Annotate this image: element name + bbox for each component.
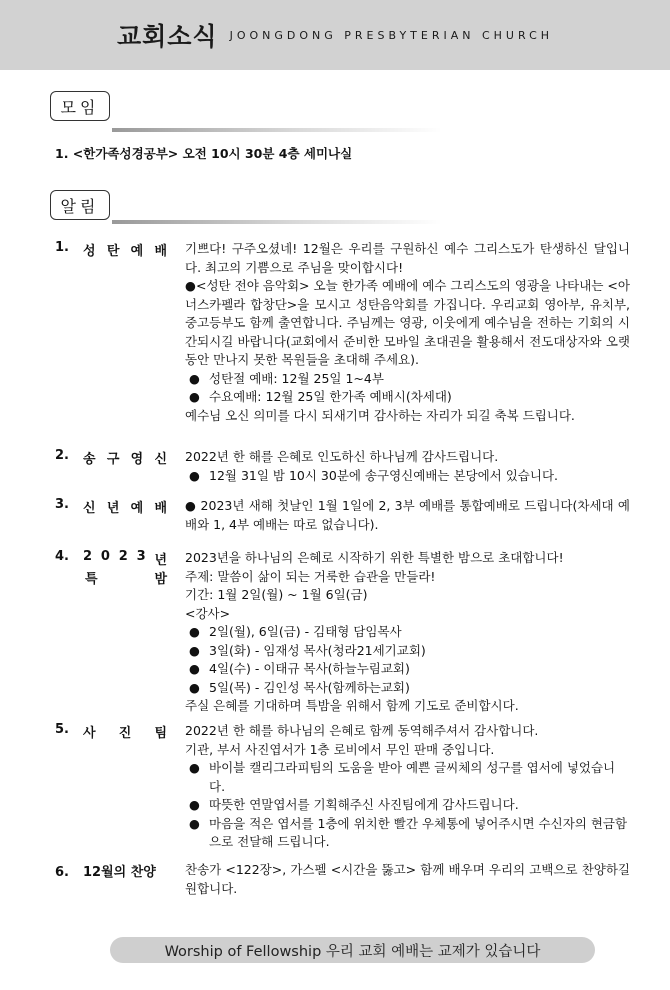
notice-item-6 (55, 861, 630, 901)
meeting-line: 1. <한가족성경공부> 오전 10시 30분 4층 세미나실 (55, 146, 353, 161)
notice-item-2 (55, 448, 630, 488)
label-char: 예 (130, 244, 144, 259)
item-text: 기관, 부서 사진엽서가 1층 로비에서 무인 판매 중입니다. (185, 741, 495, 757)
header-title: 교회소식 (116, 22, 218, 51)
label-char: 배 (154, 244, 167, 259)
notice-item-1 (55, 240, 630, 435)
bullet-icon: ● (189, 624, 200, 639)
label-char: 진 (118, 726, 132, 741)
item-number: 6. (55, 865, 69, 880)
header-subtitle: JOONGDONG PRESBYTERIAN CHURCH (229, 28, 554, 42)
label-char: 년 (154, 553, 167, 568)
item-body (185, 861, 630, 898)
item-body (185, 240, 630, 425)
bullet-row (185, 388, 630, 407)
bullet-icon: ● (189, 815, 200, 831)
section-title-notice: 알림 (50, 190, 110, 220)
label-char: 신 (154, 452, 167, 467)
item-body (185, 448, 630, 485)
item-label (55, 549, 185, 586)
bullet-text: 5일(목) - 김인성 목사(함께하는교회) (209, 679, 410, 695)
bullet-text: 바이블 캘리그라피팀의 도움을 받아 예쁜 글씨체의 성구를 엽서에 넣었습니다. (209, 760, 616, 794)
label-char: 송 (83, 452, 96, 467)
section-divider-meeting (112, 128, 442, 132)
footer-banner: Worship of Fellowship 우리 교회 예배는 교제가 있습니다 (110, 937, 595, 963)
label-char: 밤 (154, 571, 167, 587)
item-text: ● 2023년 새해 첫날인 1월 1일에 2, 3부 예배를 통합예배로 드립니다(차세대 예배와 1, 4부 예배는 따로 없습니다). (185, 498, 630, 532)
bullet-text: 따뜻한 연말엽서를 기획해주신 사진팀에게 감사드립니다. (209, 797, 519, 812)
bullet-row (185, 679, 630, 698)
item-number: 2. (55, 448, 69, 463)
label-char: 팀 (154, 726, 167, 741)
bullet-icon: ● (189, 661, 200, 676)
bullet-icon: ● (189, 797, 200, 812)
item-text: 주실 은혜를 기대하며 특밤을 위해서 함께 기도로 준비합시다. (185, 698, 519, 713)
section-title-meeting: 모임 (50, 91, 110, 121)
bullet-text: 2일(월), 6일(금) - 김태형 담임목사 (209, 624, 402, 639)
label-char: 2 (118, 549, 128, 564)
item-number: 3. (55, 497, 69, 512)
item-label (55, 722, 185, 741)
label-char: 년 (106, 501, 120, 516)
bullet-row (185, 660, 630, 679)
item-text: 2022년 한 해를 하나님의 은혜로 함께 동역해주셔서 감사합니다. (185, 723, 539, 738)
label-char: 성 (83, 244, 96, 259)
label-char: 사 (83, 726, 96, 741)
label-char: 탄 (106, 244, 120, 259)
item-body (185, 722, 630, 852)
item-text: 주제: 말씀이 삶이 되는 거룩한 습관을 만들라! (185, 568, 436, 584)
bullet-text: 12월 31일 밤 10시 30분에 송구영신예배는 본당에서 있습니다. (209, 467, 558, 483)
notice-item-3 (55, 497, 630, 537)
bullet-row (185, 623, 630, 642)
label-char: 신 (83, 501, 96, 516)
label-char: 영 (130, 452, 144, 467)
bullet-icon: ● (189, 389, 200, 404)
bullet-icon: ● (189, 370, 200, 386)
bullet-text: 4일(수) - 이태규 목사(하늘누림교회) (209, 661, 410, 676)
item-body (185, 497, 630, 534)
section-divider-notice (112, 220, 442, 224)
notice-item-4 (55, 549, 630, 719)
bullet-icon: ● (189, 467, 200, 483)
item-body (185, 549, 630, 716)
bullet-text: 3일(화) - 임재성 목사(청라21세기교회) (209, 642, 426, 658)
label-char: 구 (106, 452, 120, 467)
item-text: 2022년 한 해를 은혜로 인도하신 하나님께 감사드립니다. (185, 449, 499, 464)
item-label (55, 240, 185, 259)
item-text: 예수님 오신 의미를 다시 되새기며 감사하는 자리가 되길 축복 드립니다. (185, 407, 575, 423)
label-char: 특 (85, 571, 98, 587)
item-number: 1. (55, 240, 69, 255)
item-label (55, 861, 185, 880)
bullet-row (185, 467, 630, 486)
item-label-text: 12월의 찬양 (83, 865, 156, 880)
item-number: 5. (55, 722, 69, 737)
item-text: 찬송가 <122장>, 가스펠 <시간을 뚫고> 함께 배우며 우리의 고백으로 찬양하길 원합니다. (185, 862, 630, 896)
item-text: <강사> (185, 605, 231, 621)
item-text: 기쁘다! 구주오셨네! 12월은 우리를 구원하신 예수 그리스도가 탄생하신 달입니다. 최고의 기쁨으로 주님을 맞이합시다! (185, 241, 630, 275)
notice-item-5 (55, 722, 630, 852)
item-text: ●<성탄 전야 음악회> 오늘 한가족 예배에 예수 그리스도의 영광을 나타내는 <아너스카펠라 합창단>을 모시고 성탄음악회를 가집니다. 우리교회 영아부, 유치부, 중고등부도 함께 출연합니다. 주님께는 영광, 이웃에게 예수님을 전하는 기회의 시간되시길 바랍니다(교회에서 준비한 모바일 초대권을 활용해서 전도대상자와 오랫동안 만나지 못한 목원들을 초대해 주세요). (185, 278, 630, 367)
item-label (55, 448, 185, 467)
bullet-row (185, 815, 630, 852)
page-header (0, 0, 670, 70)
item-number: 4. (55, 549, 69, 564)
label-char: 배 (154, 501, 167, 516)
bullet-text: 성탄절 예배: 12월 25일 1~4부 (209, 370, 384, 386)
bullet-row (185, 759, 630, 796)
item-label (55, 497, 185, 516)
bullet-row (185, 796, 630, 815)
label-char: 3 (136, 549, 146, 564)
bullet-text: 수요예배: 12월 25일 한가족 예배시(차세대) (209, 389, 452, 404)
label-char: 예 (130, 501, 144, 516)
bullet-row (185, 370, 630, 389)
item-text: 2023년을 하나님의 은혜로 시작하기 위한 특별한 밤으로 초대합니다! (185, 550, 564, 565)
label-char: 2 (83, 549, 93, 564)
bullet-row (185, 642, 630, 661)
bullet-icon: ● (189, 679, 200, 695)
bullet-icon: ● (189, 760, 200, 775)
bullet-icon: ● (189, 642, 200, 658)
item-text: 기간: 1월 2일(월) ~ 1월 6일(금) (185, 587, 368, 602)
bullet-text: 마음을 적은 엽서를 1층에 위치한 빨간 우체통에 넣어주시면 수신자의 현금함으로 전달해 드립니다. (209, 815, 628, 849)
label-char: 0 (100, 549, 110, 564)
